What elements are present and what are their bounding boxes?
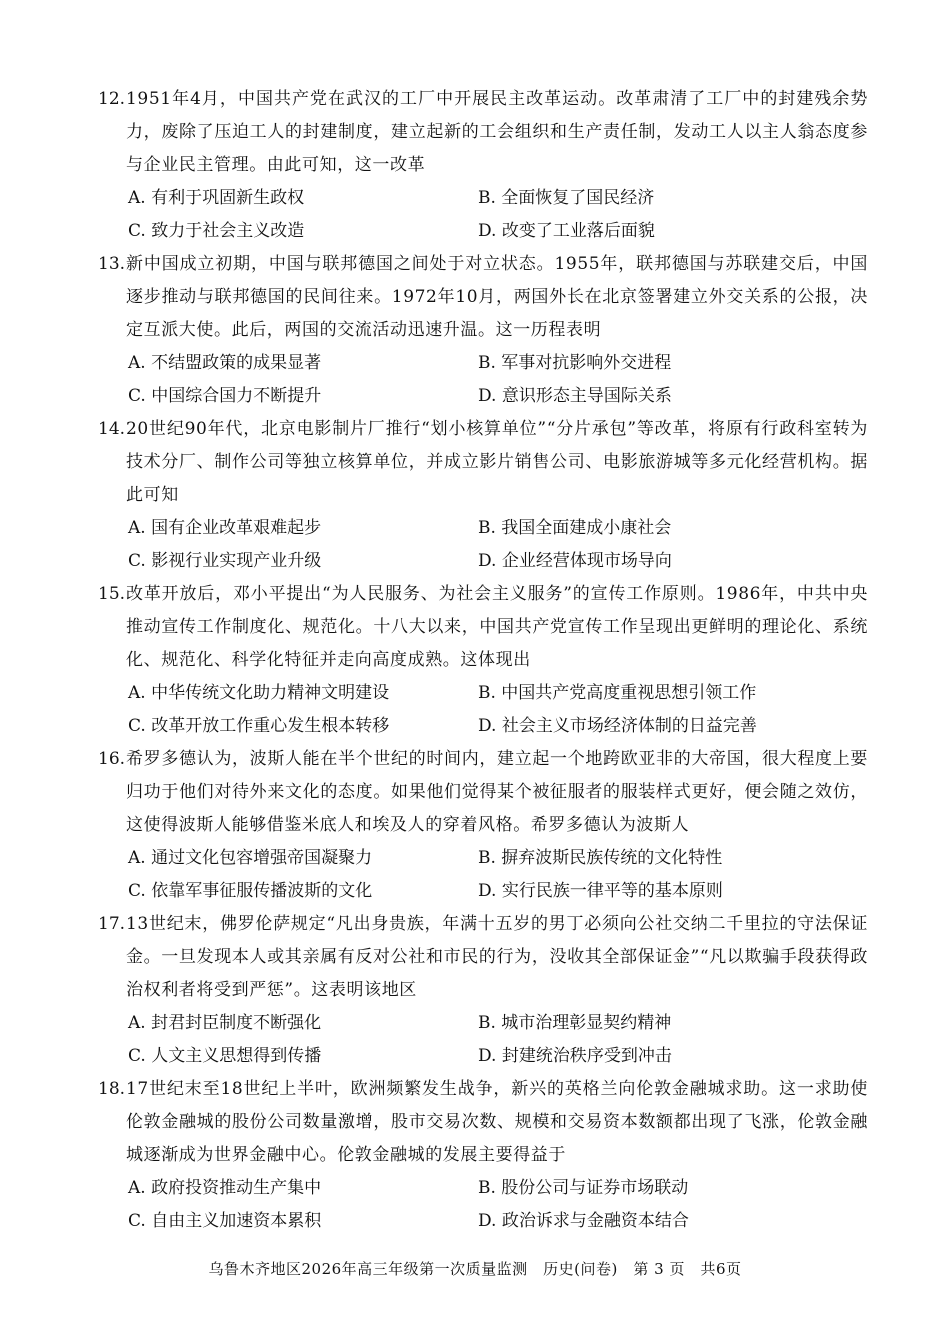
option-c: C. 人文主义思想得到传播 bbox=[128, 1046, 322, 1066]
option-d: D. 改变了工业落后面貌 bbox=[478, 221, 655, 241]
question-text: 13世纪末，佛罗伦萨规定“凡出身贵族，年满十五岁的男丁必须向公社交纳二千里拉的守法保证金。一旦发现本人或其亲属有反对公社和市民的行为，没收其全部保证金”“凡以欺骗手段获得政治权利者将受到严惩”。这表明该地区 bbox=[126, 914, 868, 1000]
question-stem bbox=[98, 83, 868, 182]
option-c: C. 改革开放工作重心发生根本转移 bbox=[128, 716, 390, 736]
option-a: A. 政府投资推动生产集中 bbox=[128, 1178, 322, 1198]
question-text: 1951年4月，中国共产党在武汉的工厂中开展民主改革运动。改革肃清了工厂中的封建残余势力，废除了压迫工人的封建制度，建立起新的工会组织和生产责任制，发动工人以主人翁态度参与企业民主管理。由此可知，这一改革 bbox=[126, 89, 868, 175]
page-footer: 乌鲁木齐地区2026年高三年级第一次质量监测 历史(问卷) 第 3 页 共6页 bbox=[208, 1260, 742, 1278]
question-stem bbox=[98, 1073, 868, 1172]
option-list bbox=[98, 182, 868, 248]
option-c: C. 依靠军事征服传播波斯的文化 bbox=[128, 881, 373, 901]
question-number: 18. bbox=[98, 1079, 126, 1099]
option-d: D. 意识形态主导国际关系 bbox=[478, 386, 672, 406]
option-list bbox=[98, 347, 868, 413]
option-b: B. 摒弃波斯民族传统的文化特性 bbox=[478, 848, 723, 868]
option-a: A. 有利于巩固新生政权 bbox=[128, 188, 305, 208]
option-d: D. 封建统治秩序受到冲击 bbox=[478, 1046, 672, 1066]
question-stem bbox=[98, 413, 868, 512]
option-d: D. 实行民族一律平等的基本原则 bbox=[478, 881, 723, 901]
option-list bbox=[98, 1172, 868, 1238]
question-12 bbox=[98, 83, 868, 248]
option-d: D. 社会主义市场经济体制的日益完善 bbox=[478, 716, 757, 736]
question-stem bbox=[98, 578, 868, 677]
option-d: D. 企业经营体现市场导向 bbox=[478, 551, 672, 571]
question-number: 14. bbox=[98, 419, 126, 439]
option-list bbox=[98, 842, 868, 908]
question-number: 17. bbox=[98, 914, 126, 934]
option-b: B. 全面恢复了国民经济 bbox=[478, 188, 655, 208]
question-stem bbox=[98, 908, 868, 1007]
question-text: 新中国成立初期，中国与联邦德国之间处于对立状态。1955年，联邦德国与苏联建交后，中国逐步推动与联邦德国的民间往来。1972年10月，两国外长在北京签署建立外交关系的公报，决定互派大使。此后，两国的交流活动迅速升温。这一历程表明 bbox=[126, 254, 868, 340]
question-18 bbox=[98, 1073, 868, 1238]
option-list bbox=[98, 677, 868, 743]
option-b: B. 军事对抗影响外交进程 bbox=[478, 353, 672, 373]
question-number: 15. bbox=[98, 584, 126, 604]
option-a: A. 通过文化包容增强帝国凝聚力 bbox=[128, 848, 373, 868]
question-17 bbox=[98, 908, 868, 1073]
option-a: A. 不结盟政策的成果显著 bbox=[128, 353, 322, 373]
question-number: 16. bbox=[98, 749, 126, 769]
option-c: C. 自由主义加速资本累积 bbox=[128, 1211, 322, 1231]
option-b: B. 城市治理彰显契约精神 bbox=[478, 1013, 672, 1033]
question-stem bbox=[98, 248, 868, 347]
option-a: A. 中华传统文化助力精神文明建设 bbox=[128, 683, 390, 703]
question-16 bbox=[98, 743, 868, 908]
question-number: 12. bbox=[98, 89, 126, 109]
option-list bbox=[98, 1007, 868, 1073]
question-stem bbox=[98, 743, 868, 842]
option-a: A. 封君封臣制度不断强化 bbox=[128, 1013, 322, 1033]
option-list bbox=[98, 512, 868, 578]
question-text: 改革开放后，邓小平提出“为人民服务、为社会主义服务”的宣传工作原则。1986年，中共中央推动宣传工作制度化、规范化。十八大以来，中国共产党宣传工作呈现出更鲜明的理论化、系统化、规范化、科学化特征并走向高度成熟。这体现出 bbox=[126, 584, 868, 670]
question-list bbox=[98, 83, 868, 1238]
question-text: 20世纪90年代，北京电影制片厂推行“划小核算单位”“分片承包”等改革，将原有行政科室转为技术分厂、制作公司等独立核算单位，并成立影片销售公司、电影旅游城等多元化经营机构。据此可知 bbox=[126, 419, 868, 505]
question-text: 17世纪末至18世纪上半叶，欧洲频繁发生战争，新兴的英格兰向伦敦金融城求助。这一求助使伦敦金融城的股份公司数量激增，股市交易次数、规模和交易资本数额都出现了飞涨，伦敦金融城逐渐成为世界金融中心。伦敦金融城的发展主要得益于 bbox=[126, 1079, 868, 1165]
option-b: B. 中国共产党高度重视思想引领工作 bbox=[478, 683, 757, 703]
option-b: B. 股份公司与证券市场联动 bbox=[478, 1178, 689, 1198]
option-c: C. 影视行业实现产业升级 bbox=[128, 551, 322, 571]
question-number: 13. bbox=[98, 254, 126, 274]
option-a: A. 国有企业改革艰难起步 bbox=[128, 518, 322, 538]
question-14 bbox=[98, 413, 868, 578]
question-15 bbox=[98, 578, 868, 743]
option-c: C. 中国综合国力不断提升 bbox=[128, 386, 322, 406]
option-d: D. 政治诉求与金融资本结合 bbox=[478, 1211, 689, 1231]
question-text: 希罗多德认为，波斯人能在半个世纪的时间内，建立起一个地跨欧亚非的大帝国，很大程度上要归功于他们对待外来文化的态度。如果他们觉得某个被征服者的服装样式更好，便会随之效仿，这使得波斯人能够借鉴米底人和埃及人的穿着风格。希罗多德认为波斯人 bbox=[126, 749, 868, 835]
option-b: B. 我国全面建成小康社会 bbox=[478, 518, 672, 538]
option-c: C. 致力于社会主义改造 bbox=[128, 221, 305, 241]
question-13 bbox=[98, 248, 868, 413]
